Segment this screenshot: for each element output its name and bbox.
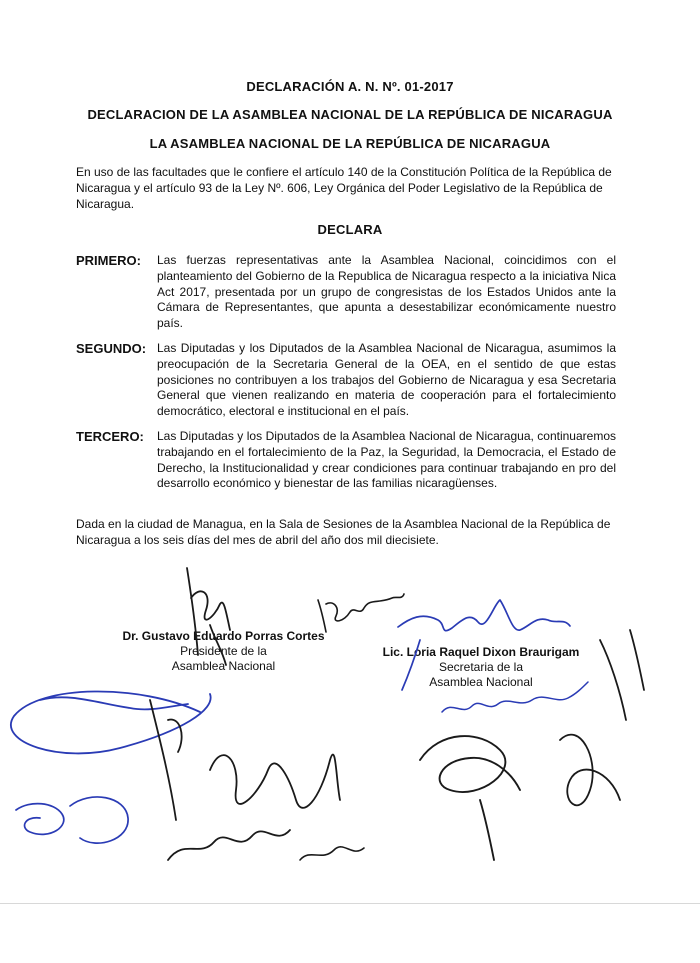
article-label-segundo: SEGUNDO: <box>76 341 147 356</box>
article-text-tercero: Las Diputadas y los Diputados de la Asamblea Nacional de Nicaragua, continuaremos trabajando en el fortalecimiento de la Paz, la Seguridad, la Democracia, el Estado de Derecho, la Institucionalidad y crear condiciones para continuar trabajando en pro del desarrollo económico y bienestar de las familias nicaragüenses. <box>157 429 616 491</box>
signatory-role: Presidente de la <box>180 644 267 658</box>
signature-block-president <box>96 629 351 674</box>
signature-blue-loop <box>11 691 211 753</box>
signature-black-f <box>300 847 364 860</box>
signature-black-b <box>210 755 340 808</box>
document-title: DECLARACION DE LA ASAMBLEA NACIONAL DE LA REPÚBLICA DE NICARAGUA <box>87 107 613 122</box>
signatory-organization: Asamblea Nacional <box>171 659 276 673</box>
article-text-segundo: Las Diputadas y los Diputados de la Asamblea Nacional de Nicaragua, asumimos la preocupación de la Secretaria General de la OEA, en el sentido de que estas posiciones no contribuyen a los trabajos del Gobierno de Nicaragua y esa Secretaria General que vienen realizando en materia de cooperación para el fortalecimiento democrático, electoral e institucional en el país. <box>157 341 616 419</box>
document-subtitle: LA ASAMBLEA NACIONAL DE LA REPÚBLICA DE NICARAGUA <box>149 136 551 151</box>
closing-paragraph: Dada en la ciudad de Managua, en la Sala de Sesiones de la Asamblea Nacional de la República de Nicaragua a los seis días del mes de abril del año dos mil diecisiete. <box>76 517 611 547</box>
signature-black-a <box>150 700 182 820</box>
signatory-role: Secretaria de la <box>438 660 524 674</box>
document-number: DECLARACIÓN A. N. Nº. 01-2017 <box>246 79 454 94</box>
declara-heading: DECLARA <box>317 222 383 237</box>
signature-black-d <box>420 736 520 860</box>
signatory-organization: Asamblea Nacional <box>429 675 533 689</box>
preamble-paragraph: En uso de las facultades que le confiere el artículo 140 de la Constitución Política de la República de Nicaragua y el artículo 93 de la Ley Nº. 606, Ley Orgánica del Poder Legislativo de la República de Nicaragua. <box>76 165 612 211</box>
page-bottom-edge <box>0 903 700 904</box>
signatory-name: Lic. Loria Raquel Dixon Braurigam <box>382 645 580 659</box>
signature-blue-small <box>16 797 128 843</box>
signature-black-c <box>168 830 290 860</box>
article-label-primero: PRIMERO: <box>76 253 141 268</box>
signatory-name: Dr. Gustavo Eduardo Porras Cortes <box>122 629 325 643</box>
signature-middle <box>318 594 404 632</box>
article-text-primero: Las fuerzas representativas ante la Asamblea Nacional, coincidimos con el planteamiento del Gobierno de la Republica de Nicaragua respecto a la iniciativa Nica Act 2017, presentada por un grupo de congresistas de los Estados Unidos ante la Cámara de Representantes, que apunta a desestabilizar económicamente nuestro país. <box>157 253 616 331</box>
signature-block-secretary <box>366 645 596 690</box>
article-label-tercero: TERCERO: <box>76 429 144 444</box>
